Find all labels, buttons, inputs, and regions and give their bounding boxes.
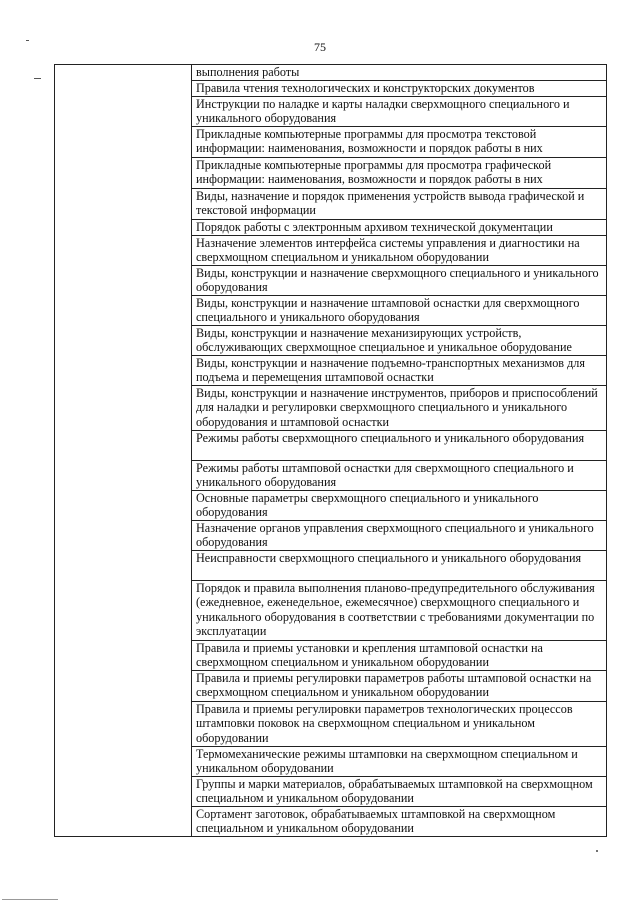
table-cell-left xyxy=(55,747,192,777)
table-cell-left xyxy=(55,81,192,97)
table-row xyxy=(55,641,607,671)
table-row xyxy=(55,777,607,807)
table-row xyxy=(55,386,607,431)
table-row xyxy=(55,266,607,296)
scan-mark xyxy=(26,40,29,41)
table-cell-left xyxy=(55,551,192,581)
table-cell-text: Правила чтения технологических и конструкторских документов xyxy=(192,81,607,97)
table-cell-text: Виды, назначение и порядок применения устройств вывода графической и текстовой информации xyxy=(192,189,607,220)
table-row xyxy=(55,461,607,491)
page-number: 75 xyxy=(314,40,326,54)
table-cell-text: Режимы работы штамповой оснастки для сверхмощного специального и уникального оборудования xyxy=(192,461,607,491)
table-cell-text: Прикладные компьютерные программы для просмотра графической информации: наименования, возможности и порядок работы в них xyxy=(192,158,607,189)
table-cell-left xyxy=(55,641,192,671)
table-row xyxy=(55,807,607,837)
table-cell-text: Режимы работы сверхмощного специального и уникального оборудования xyxy=(192,431,607,461)
table-row xyxy=(55,81,607,97)
table-cell-left xyxy=(55,266,192,296)
table-row xyxy=(55,326,607,356)
table-cell-text: Виды, конструкции и назначение сверхмощного специального и уникального оборудования xyxy=(192,266,607,296)
table-cell-text: Порядок работы с электронным архивом технической документации xyxy=(192,220,607,236)
table-cell-left xyxy=(55,777,192,807)
table-cell-text: Виды, конструкции и назначение инструментов, приборов и приспособлений для наладки и регулировки сверхмощного специального и уникального оборудования и штамповой оснастки xyxy=(192,386,607,431)
table-cell-left xyxy=(55,65,192,81)
table-cell-text: Правила и приемы регулировки параметров работы штамповой оснастки на сверхмощном специальном и уникальном оборудовании xyxy=(192,671,607,702)
table-row xyxy=(55,220,607,236)
table-cell-text: Порядок и правила выполнения планово-предупредительного обслуживания (ежедневное, еженедельное, ежемесячное) сверхмощного специального и уникального оборудования в соответствии с требованиями документации по эксплуатации xyxy=(192,581,607,641)
table-cell-left xyxy=(55,702,192,747)
table-cell-text: Группы и марки материалов, обрабатываемых штамповкой на сверхмощном специальном и уникальном оборудовании xyxy=(192,777,607,807)
table-cell-text: Правила и приемы установки и крепления штамповой оснастки на сверхмощном специальном и уникальном оборудовании xyxy=(192,641,607,671)
table-cell-text: Виды, конструкции и назначение подъемно-транспортных механизмов для подъема и перемещения штамповой оснастки xyxy=(192,356,607,386)
table-cell-text: Термомеханические режимы штамповки на сверхмощном специальном и уникальном оборудовании xyxy=(192,747,607,777)
table-cell-left xyxy=(55,521,192,551)
table-row xyxy=(55,521,607,551)
table-row xyxy=(55,189,607,220)
table-row xyxy=(55,65,607,81)
table-cell-text: Основные параметры сверхмощного специального и уникального оборудования xyxy=(192,491,607,521)
table-cell-left xyxy=(55,491,192,521)
table-row xyxy=(55,127,607,158)
table-row xyxy=(55,702,607,747)
table-cell-text: выполнения работы xyxy=(192,65,607,81)
table-cell-text: Прикладные компьютерные программы для просмотра текстовой информации: наименования, возможности и порядок работы в них xyxy=(192,127,607,158)
table-cell-text: Правила и приемы регулировки параметров технологических процессов штамповки поковок на сверхмощном специальном и уникальном оборудовании xyxy=(192,702,607,747)
table-row xyxy=(55,551,607,581)
table-cell-left xyxy=(55,296,192,326)
table-cell-left xyxy=(55,220,192,236)
table-row xyxy=(55,296,607,326)
table-cell-left xyxy=(55,807,192,837)
table-cell-left xyxy=(55,236,192,266)
table-cell-text: Назначение элементов интерфейса системы управления и диагностики на сверхмощном специальном и уникальном оборудовании xyxy=(192,236,607,266)
table-row xyxy=(55,356,607,386)
scan-dot xyxy=(596,850,598,852)
table-cell-left xyxy=(55,671,192,702)
table-cell-left xyxy=(55,326,192,356)
table-cell-left xyxy=(55,158,192,189)
table-cell-left xyxy=(55,189,192,220)
table-row xyxy=(55,236,607,266)
table-row xyxy=(55,431,607,461)
table-cell-left xyxy=(55,97,192,127)
table-row xyxy=(55,671,607,702)
table-cell-left xyxy=(55,386,192,431)
table-cell-text: Неисправности сверхмощного специального и уникального оборудования xyxy=(192,551,607,581)
table-cell-left xyxy=(55,581,192,641)
table-cell-left xyxy=(55,356,192,386)
table-row xyxy=(55,158,607,189)
table-cell-left xyxy=(55,127,192,158)
table-cell-text: Сортамент заготовок, обрабатываемых штамповкой на сверхмощном специальном и уникальном оборудовании xyxy=(192,807,607,837)
table-row xyxy=(55,491,607,521)
table-cell-left xyxy=(55,431,192,461)
table-cell-text: Виды, конструкции и назначение штамповой оснастки для сверхмощного специального и уникального оборудования xyxy=(192,296,607,326)
knowledge-table xyxy=(54,64,607,837)
scan-mark xyxy=(2,899,58,900)
scan-mark xyxy=(34,78,41,79)
table-cell-text: Виды, конструкции и назначение механизирующих устройств, обслуживающих сверхмощное специальное и уникальное оборудование xyxy=(192,326,607,356)
table-cell-left xyxy=(55,461,192,491)
table-row xyxy=(55,97,607,127)
table-cell-text: Назначение органов управления сверхмощного специального и уникального оборудования xyxy=(192,521,607,551)
table-cell-text: Инструкции по наладке и карты наладки сверхмощного специального и уникального оборудования xyxy=(192,97,607,127)
table-row xyxy=(55,747,607,777)
table-row xyxy=(55,581,607,641)
